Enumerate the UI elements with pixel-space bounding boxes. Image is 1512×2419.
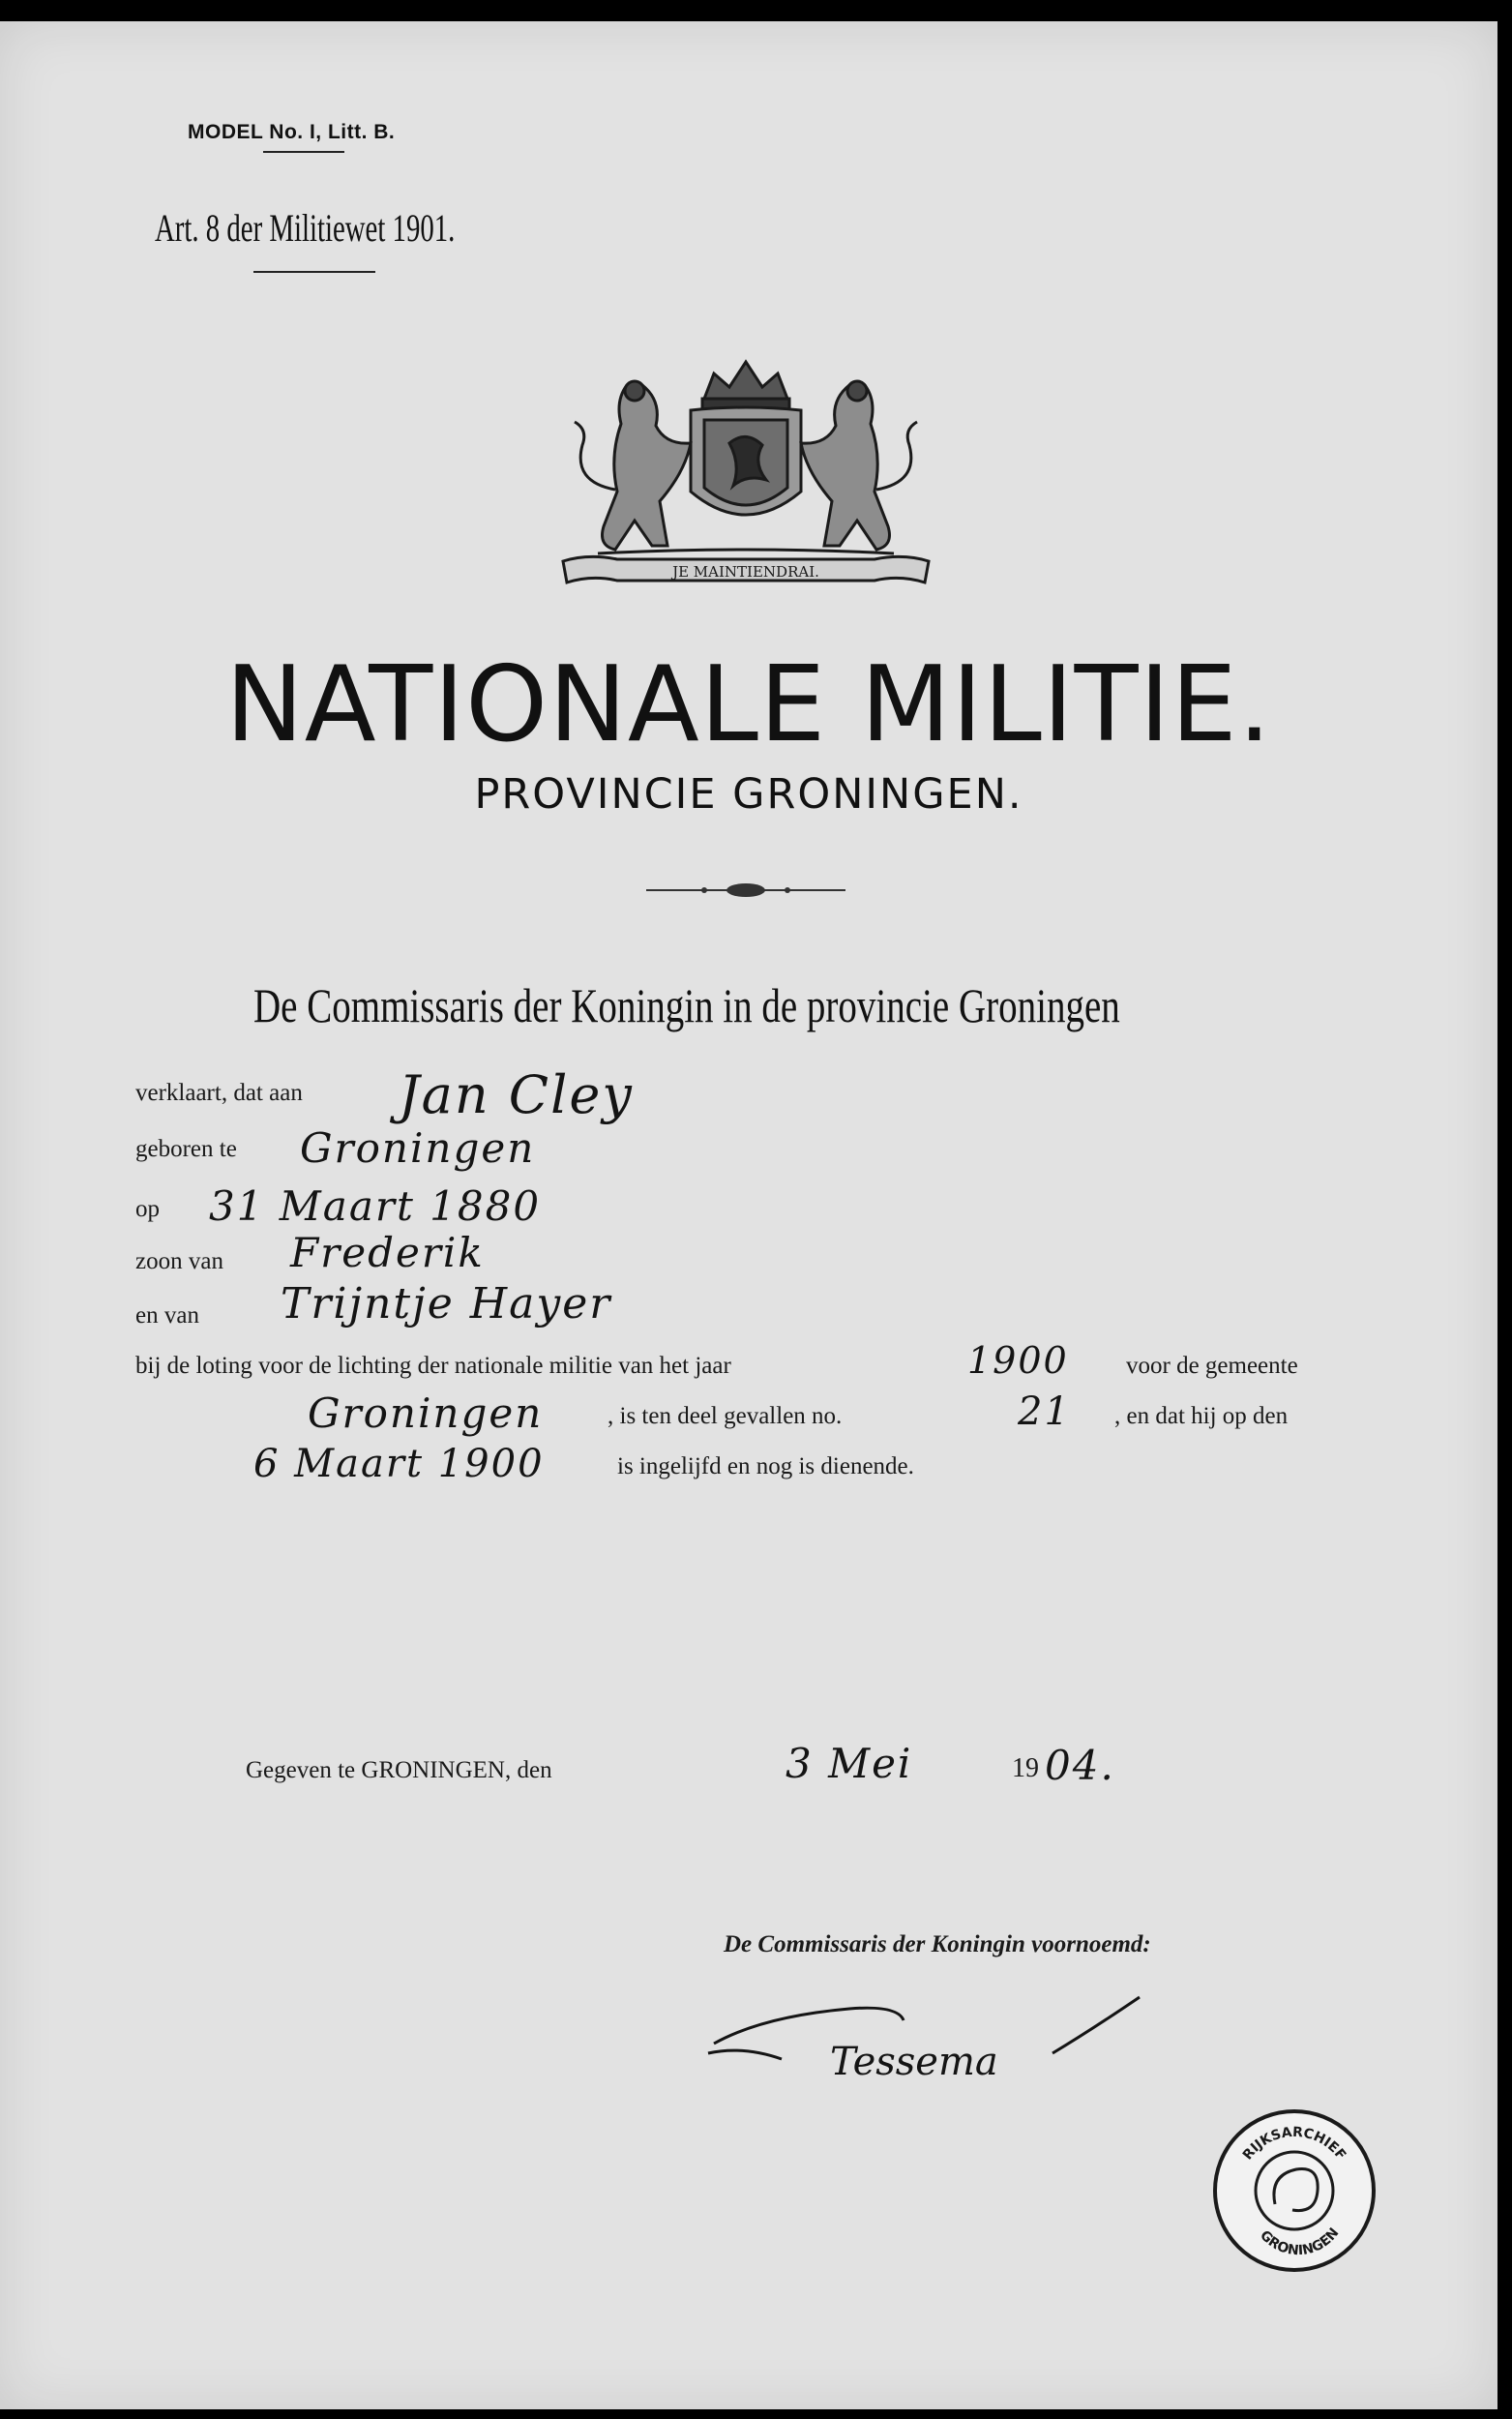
given-label: Gegeven te GRONINGEN, den — [246, 1757, 552, 1783]
op-label: op — [135, 1196, 160, 1222]
model-rule — [263, 151, 344, 153]
birthplace-handwritten: Groningen — [300, 1124, 536, 1172]
municipality-handwritten: Groningen — [308, 1389, 544, 1437]
loting-text-1: bij de loting voor de lichting der nationale militie van het jaar — [135, 1353, 731, 1379]
stamp-text-top: RIJKSARCHIEF — [1239, 2124, 1349, 2164]
mother-handwritten: Trijntje Hayer — [281, 1279, 612, 1329]
loting-year-handwritten: 1900 — [967, 1339, 1069, 1382]
signer-title: De Commissaris der Koningin voornoemd: — [724, 1931, 1151, 1957]
loting-text-5: is ingelijfd en nog is dienende. — [617, 1453, 914, 1479]
page-subtitle: PROVINCIE GRONINGEN. — [474, 770, 1023, 819]
article-rule — [253, 271, 375, 273]
geboren-label: geboren te — [135, 1136, 237, 1162]
given-date-handwritten: 3 Mei — [786, 1740, 913, 1787]
signature-text: Tessema — [830, 2040, 998, 2084]
model-number: MODEL No. I, Litt. B. — [188, 121, 396, 143]
loting-text-4: , en dat hij op den — [1114, 1403, 1289, 1429]
given-year-printed: 19 — [1012, 1753, 1039, 1783]
enlistment-date-handwritten: 6 Maart 1900 — [253, 1442, 545, 1486]
coat-of-arms-image — [559, 356, 933, 606]
lot-number-handwritten: 21 — [1018, 1389, 1071, 1434]
motto-text: JE MAINTIENDRAI. — [672, 563, 819, 581]
father-handwritten: Frederik — [290, 1229, 485, 1276]
article-reference: Art. 8 der Militiewet 1901. — [155, 206, 456, 250]
verklaart-label: verklaart, dat aan — [135, 1080, 303, 1106]
en-label: en van — [135, 1302, 199, 1329]
birthdate-handwritten: 31 Maart 1880 — [209, 1182, 542, 1230]
page-title: NATIONALE MILITIE. — [225, 644, 1272, 765]
divider-ornament — [646, 877, 845, 904]
given-year-handwritten: 04. — [1045, 1742, 1115, 1789]
commissioner-heading: De Commissaris der Koningin in de provincie Groningen — [253, 978, 1120, 1032]
zoon-label: zoon van — [135, 1248, 223, 1274]
archive-stamp — [1211, 2107, 1378, 2274]
stamp-text-bottom: GRONINGEN — [1257, 2225, 1343, 2259]
loting-text-3: , is ten deel gevallen no. — [608, 1403, 843, 1429]
loting-text-2: voor de gemeente — [1126, 1353, 1298, 1379]
name-handwritten: Jan Cley — [399, 1064, 634, 1125]
